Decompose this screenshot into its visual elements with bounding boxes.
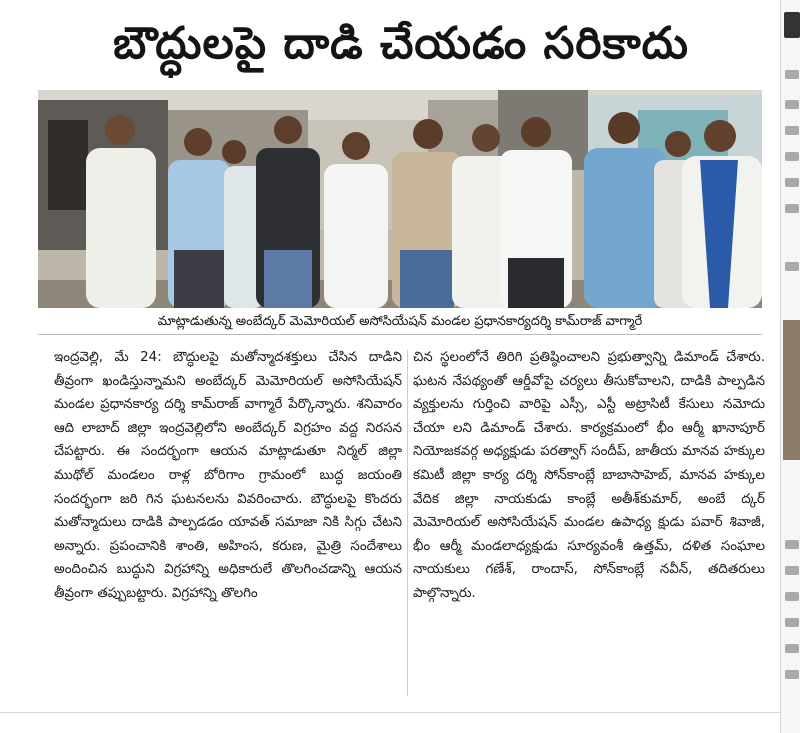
- adjacent-headline-fragment: [784, 12, 800, 38]
- photo-caption: మాట్లాడుతున్న అంబేద్కర్ మెమోరియల్ అసోసియేషన్ మండల ప్రధానకార్యదర్శి కామ్‌రాజ్ వాగ్మారే: [38, 310, 762, 335]
- text-fragment: [785, 618, 799, 627]
- text-fragment: [785, 100, 799, 109]
- text-fragment: [785, 592, 799, 601]
- text-fragment: [785, 566, 799, 575]
- adjacent-article-strip: [780, 0, 800, 733]
- body-text-right: చిన స్థలంలోనే తిరిగి ప్రతిష్ఠించాలని ప్రభుత్వాన్ని డిమాండ్ చేశారు. ఘటన నేపథ్యంతో ఆర్డీవోపై చర్యలు తీసుకోవాలని, దాడికి పాల్పడిన వ్యక్తులను గుర్తించి వారిపై ఎస్సీ, ఎస్టీ అట్రాసిటీ కేసులు నమోదు చేయా లని డిమాండ్ చేశారు. కార్యక్రమంలో భీం ఆర్మీ ఖానాపూర్ నియోజకవర్గ అధ్యక్షుడు పరత్వాగ్ సందీప్, జాతీయ మానవ హక్కుల కమిటీ జిల్లా కార్య దర్శి సోన్‌కాంబ్లే బాబాసాహెబ్, మానవ హక్కుల వేదిక జిల్లా నాయకుడు కాంబ్లే అతీశ్‌కుమార్, అంబే ద్కర్ మెమోరియల్ అసోసియేషన్ మండల ఉపాధ్య క్షుడు పవార్ శివాజీ, భీం ఆర్మీ మండలాధ్యక్షుడు సూర్యవంశీ ఉత్తమ్, దళిత సంఘాల నాయకులు గణేశ్, రాందాస్, సోన్‌కాంబ్లే నవీన్, తదితరులు పాల్గొన్నారు.: [413, 350, 765, 601]
- article-column-left: [54, 346, 402, 706]
- text-fragment: [785, 644, 799, 653]
- news-article: [30, 6, 772, 706]
- group-photo: [38, 90, 762, 308]
- text-fragment: [785, 178, 799, 187]
- column-divider: [407, 350, 408, 696]
- page-bottom-rule: [0, 712, 780, 713]
- text-fragment: [785, 204, 799, 213]
- headline: బౌద్ధులపై దాడి చేయడం సరికాదు: [113, 18, 689, 69]
- text-fragment: [785, 126, 799, 135]
- adjacent-photo-fragment: [783, 320, 800, 460]
- text-fragment: [785, 262, 799, 271]
- text-fragment: [785, 540, 799, 549]
- text-fragment: [785, 152, 799, 161]
- text-fragment: [785, 70, 799, 79]
- article-column-right: [413, 346, 765, 706]
- text-fragment: [785, 670, 799, 679]
- body-text-left: ఇంద్రవెల్లి, మే 24: బౌద్ధులపై మతోన్మాదశక్తులు చేసిన దాడిని తీవ్రంగా ఖండిస్తున్నామని అంబేద్కర్ మెమోరియల్ అసోసియేషన్ మండల ప్రధానకార్య దర్శి కామ్‌రాజ్ వాగ్మారే పేర్కొన్నారు. శనివారం ఆది లాబాద్ జిల్లా ఇంద్రవెల్లిలోని అంబేద్కర్ విగ్రహం వద్ద నిరసన చేపట్టారు. ఈ సందర్భంగా ఆయన మాట్లాడుతూ నిర్మల్ జిల్లా ముథోల్ మండలం రాళ్ల బోరిగాం గ్రామంలో బుద్ధ జయంతి సందర్భంగా జరి గిన ఘటనలను వివరించారు. బౌద్ధులపై కొందరు మతోన్మాదులు దాడికి పాల్పడడం యావత్ సమాజా నికి సిగ్గు చేటని అన్నారు. ప్రపంచానికి శాంతి, అహింస, కరుణ, మైత్రి సందేశాలు అందించిన బుద్ధుని విగ్రహాన్ని అధికారులే తొలగించడాన్ని ఆయన తీవ్రంగా తప్పుబట్టారు. విగ్రహాన్ని తొలగిం: [54, 350, 402, 601]
- group-photo-icon: [38, 90, 762, 308]
